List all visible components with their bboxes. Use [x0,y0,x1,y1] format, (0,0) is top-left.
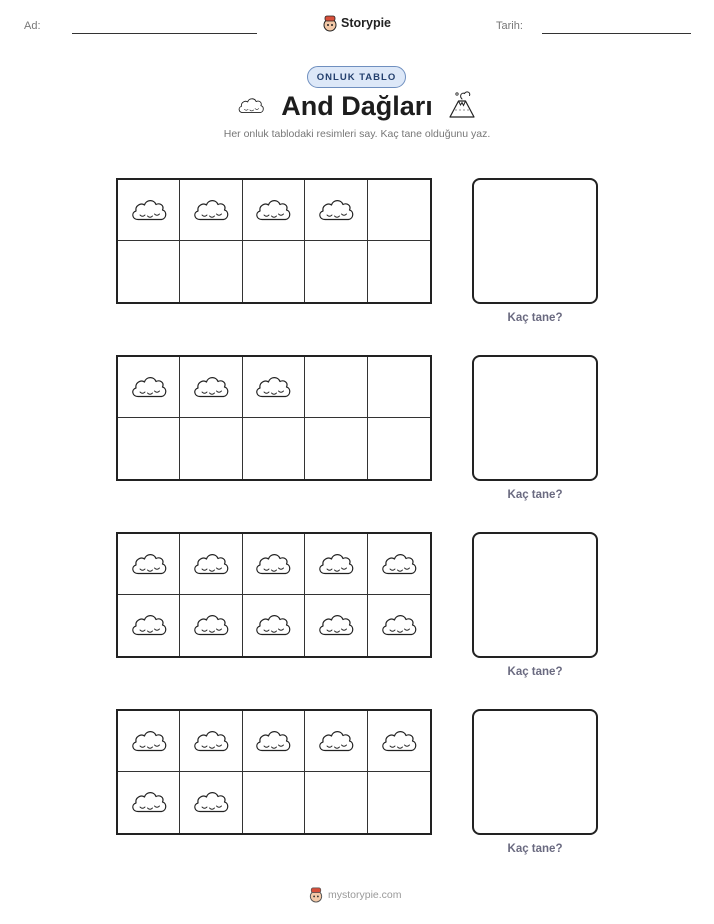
ten-frame-cell [305,418,367,479]
ten-frame-cell [243,180,305,241]
cloud-icon [191,195,231,226]
cloud-icon [129,195,169,226]
name-label: Ad: [24,20,41,32]
ten-frame-cell [118,180,180,241]
footer [308,886,402,903]
storypie-mascot-icon [322,14,338,32]
instructions: Her onluk tablodaki resimleri say. Kaç tane olduğunu yaz. [223,128,491,140]
cloud-icon [191,787,231,818]
answer-box-2[interactable] [472,355,598,481]
date-label: Tarih: [496,20,523,32]
ten-frame-cell [180,180,242,241]
cloud-icon [191,549,231,580]
ten-frame-cell [243,711,305,772]
footer-url: mystorypie.com [328,888,402,901]
worksheet-type-badge: ONLUK TABLO [307,66,406,88]
cloud-icon [253,726,293,757]
ten-frame-cell [243,595,305,656]
storypie-mascot-icon [308,886,324,903]
ten-frame-cell [180,241,242,302]
brand-name: Storypie [341,16,392,30]
ten-frame-cell [118,357,180,418]
ten-frame-cell [305,595,367,656]
ten-frame-cell [243,772,305,833]
cloud-icon [129,787,169,818]
ten-frame-1 [116,178,432,304]
cloud-icon [191,726,231,757]
ten-frame-cell [368,357,430,418]
ten-frame-cell [243,357,305,418]
ten-frame-cell [368,418,430,479]
ten-frame-3 [116,532,432,658]
cloud-icon [129,372,169,403]
answer-box-1[interactable] [472,178,598,304]
cloud-icon [253,549,293,580]
ten-frame-cell [368,534,430,595]
date-write-line[interactable] [542,33,691,34]
ten-frame-cell [305,711,367,772]
ten-frame-cell [180,418,242,479]
ten-frame-cell [118,595,180,656]
answer-box-4[interactable] [472,709,598,835]
ten-frame-cell [118,711,180,772]
ten-frame-cell [305,180,367,241]
ten-frame-cell [118,241,180,302]
ten-frame-cell [180,772,242,833]
ten-frame-cell [368,180,430,241]
cloud-icon [316,726,356,757]
page-title: And Dağları [281,91,433,121]
ten-frame-cell [243,418,305,479]
ten-frame-cell [180,595,242,656]
ten-frame-cell [305,534,367,595]
ten-frame-4 [116,709,432,835]
ten-frame-cell [118,534,180,595]
cloud-icon [316,195,356,226]
cloud-icon [129,549,169,580]
brand [322,13,392,33]
cloud-icon [316,549,356,580]
ten-frame-cell [305,357,367,418]
volcano-icon [446,88,478,120]
cloud-icon [253,195,293,226]
answer-box-3[interactable] [472,532,598,658]
ten-frame-2 [116,355,432,481]
cloud-icon [379,726,419,757]
ten-frame-cell [368,772,430,833]
cloud-icon [379,610,419,641]
ten-frame-cell [180,534,242,595]
cloud-icon [253,372,293,403]
ten-frame-cell [180,357,242,418]
answer-label-2: Kaç tane? [507,489,563,501]
ten-frame-cell [243,241,305,302]
answer-label-1: Kaç tane? [507,312,563,324]
ten-frame-cell [243,534,305,595]
ten-frame-cell [305,241,367,302]
ten-frame-cell [118,418,180,479]
name-write-line[interactable] [72,33,257,34]
ten-frame-cell [118,772,180,833]
cloud-icon [191,610,231,641]
answer-label-4: Kaç tane? [507,843,563,855]
cloud-icon [316,610,356,641]
cloud-icon [129,726,169,757]
ten-frame-cell [368,595,430,656]
answer-label-3: Kaç tane? [507,666,563,678]
cloud-icon [129,610,169,641]
cloud-icon [191,372,231,403]
cloud-icon [253,610,293,641]
ten-frame-cell [180,711,242,772]
cloud-icon [379,549,419,580]
ten-frame-cell [305,772,367,833]
ten-frame-cell [368,241,430,302]
ten-frame-cell [368,711,430,772]
